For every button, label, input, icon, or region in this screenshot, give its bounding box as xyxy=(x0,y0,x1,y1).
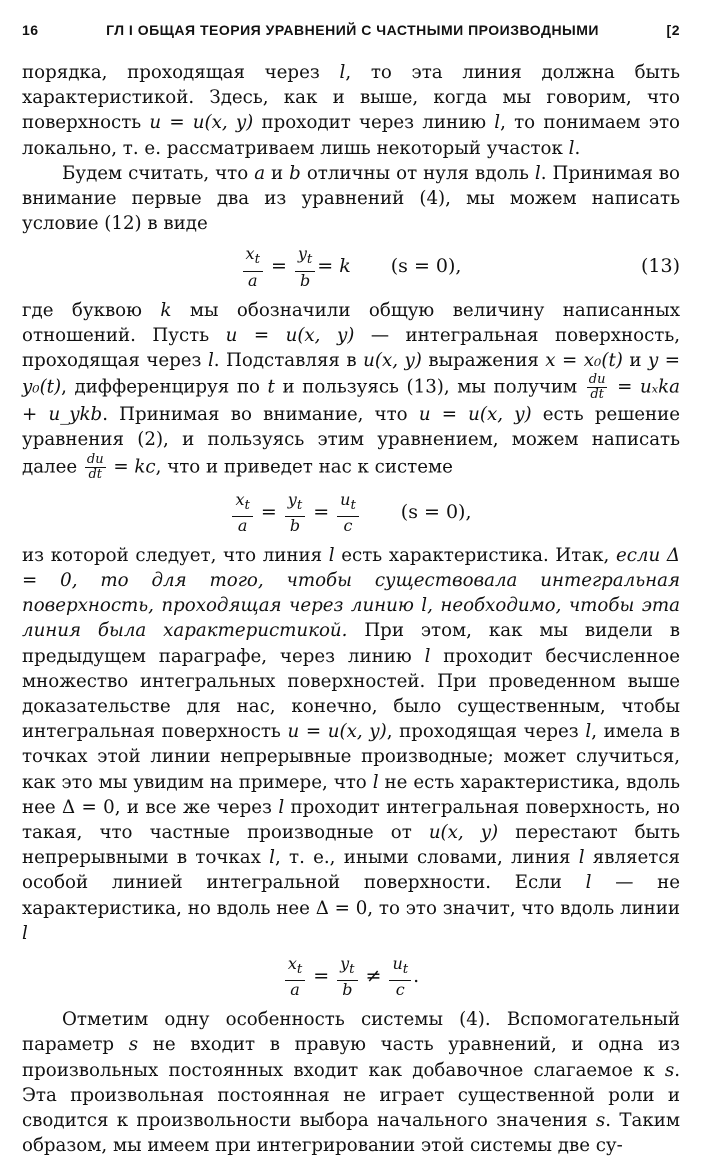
chapter-title: ГЛ I ОБЩАЯ ТЕОРИЯ УРАВНЕНИЙ С ЧАСТНЫМИ ПРОИЗВОДНЫМИ xyxy=(106,22,599,38)
equation-number: (13) xyxy=(640,255,680,278)
page-number: 16 xyxy=(22,22,39,38)
equation-13: $\frac{x_t}{a}$ = $\frac{y_t}{b}$ = k (s = 0), (13) xyxy=(22,244,680,289)
paragraph-2: Будем считать, что a и b отличны от нуля вдоль l. Принимая во внимание первые два из уравнений (4), мы можем написать условие (12) в виде xyxy=(22,162,680,235)
paragraph-1: порядка, проходящая через l, то эта линия должна быть характеристикой. Здесь, как и выше, когда мы говорим, что поверхность u = u(x, y) проходит через линию l, то понимаем это локально, т. е. рассматриваем лишь некоторый участок l. xyxy=(22,62,680,159)
paragraph-5: Отметим одну особенность системы (4). Вспомогательный параметр s не входит в правую часть уравнений, и одна из произвольных постоянных входит как добавочное слагаемое к s. Эта произвольная постоянная не играет существенной роли и сводится к произвольности выбора начального значения s. Таким образом, мы имеем при интегрировании этой системы две су- xyxy=(22,1009,680,1157)
equation-system: $\frac{x_t}{a}$ = $\frac{y_t}{b}$ = $\frac{u_t}{c}$ (s = 0), xyxy=(22,490,680,535)
paragraph-3: где буквою k мы обозначили общую величину написанных отношений. Пусть u = u(x, y) — интегральная поверхность, проходящая через l. Подставляя в u(x, y) выражения x = x₀(t) и y = y₀(t), дифференцируя по t и пользуясь (13), мы получим $\frac{du}{dt}$ = uₓka + u_ykb. Принимая во внимание, что u = u(x, y) есть решение уравнения (2), и пользуясь этим уравнением, можем написать далее $\frac{du}{dt}$ = kc, что и приведет нас к системе xyxy=(22,299,681,482)
paragraph-4: из которой следует, что линия l есть характеристика. Итак, если Δ = 0, то для того, чтобы существовала интегральная поверхность, проходящая через линию l, необходимо, чтобы эта линия была характеристикой. При этом, как мы видели в предыдущем параграфе, через линию l проходит бесчисленное множество интегральных поверхностей. При проведенном выше доказательстве для нас, конечно, было существенным, чтобы интегральная поверхность u = u(x, y), проходящая через l, имела в точках этой линии непрерывные производные; может случиться, как это мы увидим на примере, что l не есть характеристика, вдоль нее Δ = 0, и все же через l проходит интегральная поверхность, но такая, что частные производные от u(x, y) перестают быть непрерывными в точках l, т. е., иными словами, линия l является особой линией интегральной поверхности. Если l — не характеристика, но вдоль нее Δ = 0, то это значит, что вдоль линии l xyxy=(22,544,681,944)
theorem-statement: если Δ = 0, то для того, чтобы существовала интегральная поверхность, проходящая через линию l, необходимо, чтобы эта линия была характеристикой. xyxy=(22,544,680,642)
running-header xyxy=(22,22,680,38)
section-number: [2 xyxy=(666,22,680,38)
equation-inequality: $\frac{x_t}{a}$ = $\frac{y_t}{b}$ ≠ $\frac{u_t}{c}$ . xyxy=(22,954,680,999)
page-body xyxy=(22,60,680,1158)
